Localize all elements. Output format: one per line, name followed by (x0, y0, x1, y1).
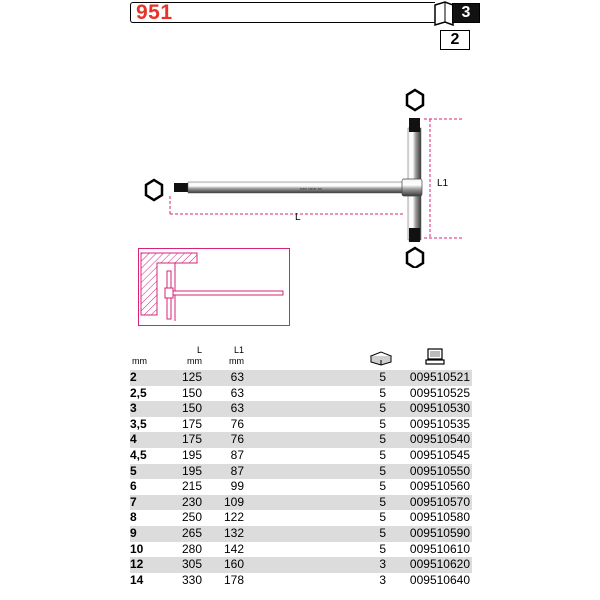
dimension-l-label: L (295, 212, 301, 223)
cell-article-code: 009510620 (409, 557, 470, 572)
dimension-l1-label: L1 (437, 178, 449, 189)
cell-length: 330 (181, 572, 202, 587)
product-code: 951 (136, 1, 173, 24)
hex-end-bottom-icon (407, 248, 423, 268)
page-badge-light: 2 (440, 30, 470, 50)
cell-length: 175 (181, 416, 202, 431)
cell-quantity: 5 (379, 479, 386, 494)
cell-size: 3,5 (130, 416, 147, 431)
cell-length: 150 (181, 401, 202, 416)
cell-length-l1: 178 (223, 572, 244, 587)
table-row (130, 557, 472, 573)
table-row (130, 526, 472, 542)
table-row (130, 479, 472, 495)
cell-quantity: 3 (379, 557, 386, 572)
cell-length-l1: 122 (223, 510, 244, 525)
cell-size: 2 (130, 370, 137, 384)
cell-quantity: 5 (379, 416, 386, 431)
table-row (130, 432, 472, 448)
cell-article-code: 009510530 (409, 401, 470, 416)
cell-size: 6 (130, 479, 137, 494)
header-bar (130, 2, 435, 23)
cell-length-l1: 109 (223, 494, 244, 509)
cell-length-l1: 63 (230, 385, 244, 400)
table-row (130, 386, 472, 402)
cell-length-l1: 63 (230, 401, 244, 416)
table-row (130, 370, 472, 386)
cell-length-l1: 76 (230, 416, 244, 431)
table-row (130, 464, 472, 480)
cell-size: 8 (130, 510, 137, 525)
cell-length: 150 (181, 385, 202, 400)
cell-quantity: 5 (379, 432, 386, 447)
cell-length: 215 (181, 479, 202, 494)
cell-length-l1: 87 (230, 447, 244, 462)
cell-size: 14 (130, 572, 144, 587)
header-l-unit: mm (187, 356, 202, 366)
header-l: L (196, 345, 202, 355)
cell-article-code: 009510610 (409, 541, 470, 556)
hex-end-left-icon (146, 180, 162, 200)
cell-article-code: 009510580 (409, 510, 470, 525)
usage-illustration (139, 249, 288, 324)
cell-article-code: 009510570 (409, 494, 470, 509)
cell-length-l1: 99 (230, 479, 244, 494)
cell-size: 4 (130, 432, 137, 447)
table-row (130, 417, 472, 433)
hex-end-top-icon (407, 90, 423, 110)
cell-size: 7 (130, 494, 137, 509)
table-row (130, 573, 472, 589)
table-row (130, 510, 472, 526)
cell-article-code: 009510590 (409, 525, 470, 540)
cell-length: 175 (181, 432, 202, 447)
cell-length-l1: 76 (230, 432, 244, 447)
cell-length-l1: 160 (223, 557, 244, 572)
cell-length: 195 (181, 447, 202, 462)
cell-quantity: 5 (379, 447, 386, 462)
cell-length: 305 (181, 557, 202, 572)
cell-quantity: 5 (379, 401, 386, 416)
cell-article-code: 009510525 (409, 385, 470, 400)
cell-length: 265 (181, 525, 202, 540)
cell-quantity: 5 (379, 385, 386, 400)
cell-length-l1: 132 (223, 525, 244, 540)
cell-size: 12 (130, 557, 144, 572)
cell-article-code: 009510550 (409, 463, 470, 478)
cell-quantity: 5 (379, 494, 386, 509)
cell-size: 10 (130, 541, 144, 556)
table-row (130, 495, 472, 511)
cell-article-code: 009510540 (409, 432, 470, 447)
usage-inset (138, 248, 290, 326)
computer-code-icon (425, 348, 445, 366)
cell-article-code: 009510560 (409, 479, 470, 494)
cell-article-code: 009510545 (409, 447, 470, 462)
page-badge-dark: 3 (452, 3, 480, 23)
cell-quantity: 5 (379, 463, 386, 478)
svg-text:▪▪▪▪▪ ▪▪▪▪▪▪ ▪▪▪: ▪▪▪▪▪ ▪▪▪▪▪▪ ▪▪▪ (300, 186, 323, 191)
cell-article-code: 009510521 (409, 370, 470, 384)
header-mm: mm (132, 356, 147, 366)
cell-length: 280 (181, 541, 202, 556)
header-l1: L1 (233, 345, 244, 355)
cell-quantity: 3 (379, 572, 386, 587)
cell-length-l1: 142 (223, 541, 244, 556)
table-row (130, 401, 472, 417)
cell-length: 125 (181, 370, 202, 384)
cell-length-l1: 87 (230, 463, 244, 478)
cell-size: 9 (130, 525, 137, 540)
table-row (130, 542, 472, 558)
header-l1-unit: mm (229, 356, 244, 366)
cell-length: 230 (181, 494, 202, 509)
cell-quantity: 5 (379, 541, 386, 556)
cell-length-l1: 63 (230, 370, 244, 384)
cell-article-code: 009510640 (409, 572, 470, 587)
cell-length: 250 (181, 510, 202, 525)
cell-article-code: 009510535 (409, 416, 470, 431)
cell-size: 2,5 (130, 385, 147, 400)
cell-size: 3 (130, 401, 137, 416)
cell-quantity: 5 (379, 510, 386, 525)
product-table (130, 370, 472, 588)
cell-quantity: 5 (379, 525, 386, 540)
cell-quantity: 5 (379, 370, 386, 384)
cell-size: 5 (130, 463, 137, 478)
cell-length: 195 (181, 463, 202, 478)
t-handle-wrench-illustration (130, 88, 470, 268)
box-quantity-icon (368, 350, 394, 366)
table-row (130, 448, 472, 464)
cell-size: 4,5 (130, 447, 147, 462)
